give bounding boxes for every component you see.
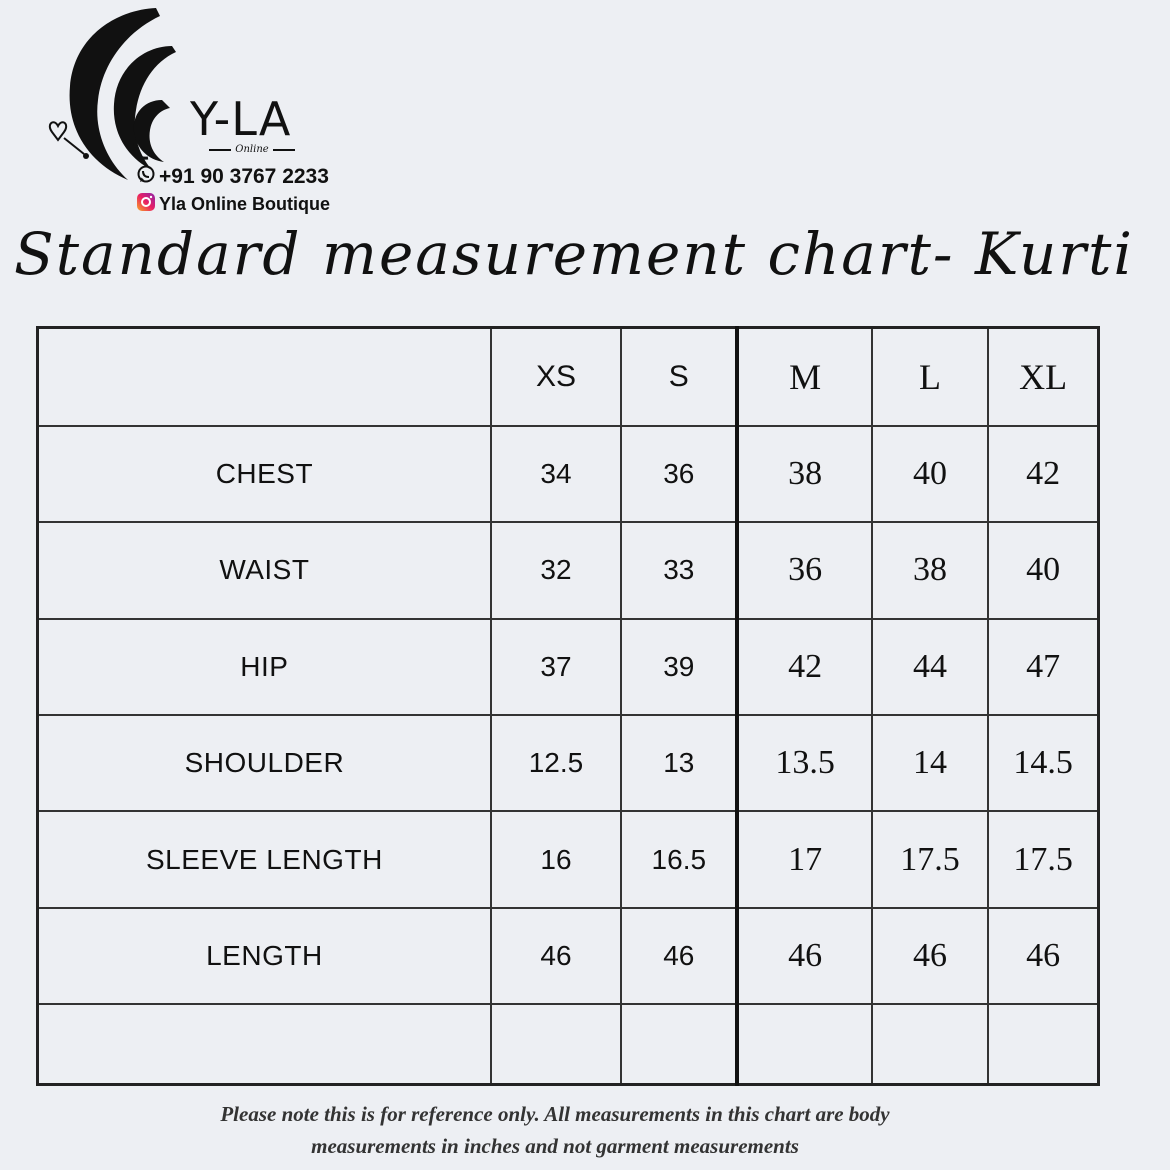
- row-label: LENGTH: [38, 908, 491, 1004]
- table-cell-empty: [38, 1004, 491, 1084]
- table-cell: 38: [737, 426, 871, 522]
- table-cell: 16: [491, 811, 621, 907]
- table-cell: 42: [988, 426, 1098, 522]
- table-row: [38, 715, 1099, 811]
- phone-contact: [136, 164, 329, 190]
- header-size-l: L: [872, 328, 988, 426]
- table-cell: 33: [621, 522, 737, 618]
- measurement-table: [36, 326, 1100, 1086]
- table-cell: 34: [491, 426, 621, 522]
- table-cell-empty: [872, 1004, 988, 1084]
- header-cell-blank: [38, 328, 491, 426]
- instagram-contact: [136, 192, 330, 217]
- table-cell: 32: [491, 522, 621, 618]
- table-cell: 46: [737, 908, 871, 1004]
- table-cell: 37: [491, 619, 621, 715]
- table-cell: 13.5: [737, 715, 871, 811]
- reference-note: [0, 1098, 1110, 1162]
- table-cell-empty: [491, 1004, 621, 1084]
- brand-tagline: Online: [204, 145, 300, 155]
- table-row: [38, 522, 1099, 618]
- table-row: [38, 619, 1099, 715]
- table-cell: 46: [621, 908, 737, 1004]
- table-cell: 12.5: [491, 715, 621, 811]
- phone-number: +91 90 3767 2233: [159, 165, 329, 188]
- table-cell: 36: [737, 522, 871, 618]
- table-cell: 36: [621, 426, 737, 522]
- table-cell: 46: [988, 908, 1098, 1004]
- table-row-empty: [38, 1004, 1099, 1084]
- instagram-handle: Yla Online Boutique: [159, 194, 331, 214]
- table-cell: 40: [872, 426, 988, 522]
- table-header-row: [38, 328, 1099, 426]
- header-size-xl: XL: [988, 328, 1098, 426]
- table-row: [38, 908, 1099, 1004]
- table-cell: 17.5: [988, 811, 1098, 907]
- table-cell: 14: [872, 715, 988, 811]
- table-row: [38, 811, 1099, 907]
- table-cell: 13: [621, 715, 737, 811]
- table-cell: 42: [737, 619, 871, 715]
- brand-name: Y-LA: [190, 92, 292, 146]
- row-label: CHEST: [38, 426, 491, 522]
- table-row: [38, 426, 1099, 522]
- page-title: Standard measurement chart- Kurti: [14, 220, 1134, 288]
- table-cell-empty: [988, 1004, 1098, 1084]
- row-label: SHOULDER: [38, 715, 491, 811]
- header-size-m: M: [737, 328, 871, 426]
- table-cell: 44: [872, 619, 988, 715]
- table-cell: 40: [988, 522, 1098, 618]
- whatsapp-icon: [136, 164, 156, 190]
- table-cell-empty: [737, 1004, 871, 1084]
- table-cell: 39: [621, 619, 737, 715]
- header-size-xs: XS: [491, 328, 621, 426]
- reference-note-line1: Please note this is for reference only. All measurements in this chart are body: [220, 1102, 890, 1126]
- table-cell: 16.5: [621, 811, 737, 907]
- row-label: WAIST: [38, 522, 491, 618]
- table-cell: 46: [872, 908, 988, 1004]
- table-cell: 17: [737, 811, 871, 907]
- table-cell: 46: [491, 908, 621, 1004]
- table-cell: 17.5: [872, 811, 988, 907]
- instagram-icon: [136, 192, 156, 217]
- table-cell-empty: [621, 1004, 737, 1084]
- table-cell: 47: [988, 619, 1098, 715]
- header-size-s: S: [621, 328, 737, 426]
- reference-note-line2: measurements in inches and not garment measurements: [311, 1134, 799, 1158]
- table-cell: 38: [872, 522, 988, 618]
- row-label: SLEEVE LENGTH: [38, 811, 491, 907]
- row-label: HIP: [38, 619, 491, 715]
- table-cell: 14.5: [988, 715, 1098, 811]
